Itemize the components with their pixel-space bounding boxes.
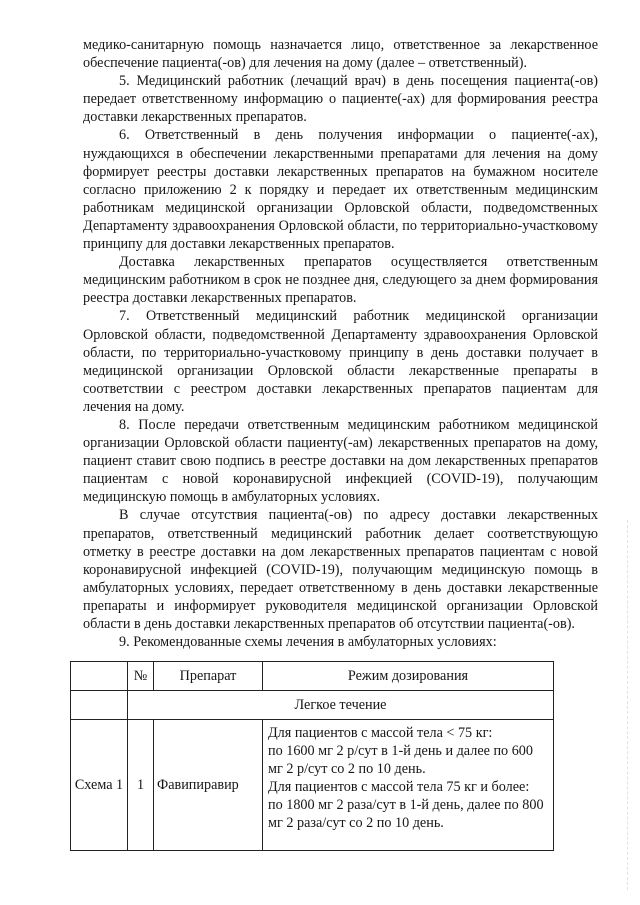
section-title: Легкое течение (128, 691, 554, 720)
section-empty-cell (71, 691, 128, 720)
table-caption: 9. Рекомендованные схемы лечения в амбулаторных условиях: (119, 634, 497, 651)
body-text (83, 36, 598, 651)
paragraph-delivery-deadline: Доставка лекарственных препаратов осуществляется ответственным медицинским работником в срок не позднее дня, следующего за днем формирования реестра доставки лекарственных препаратов. (83, 254, 598, 307)
header-drug: Препарат (154, 662, 263, 691)
scan-margin-line (627, 520, 628, 890)
scheme-cell: Схема 1 (71, 720, 128, 851)
header-number: № (128, 662, 154, 691)
number-cell: 1 (128, 720, 154, 851)
drug-cell: Фавипиравир (154, 720, 263, 851)
header-regimen: Режим дозирования (263, 662, 554, 691)
treatment-schemes-table (70, 661, 554, 851)
table-header-row (71, 662, 554, 691)
regimen-line-4: по 1800 мг 2 раза/сут в 1-й день, далее по 800 мг 2 раза/сут со 2 по 10 день. (268, 797, 544, 832)
header-scheme (71, 662, 128, 691)
regimen-line-2: по 1600 мг 2 р/сут в 1-й день и далее по 600 мг 2 р/сут со 2 по 10 день. (268, 743, 533, 778)
paragraph-item-7: 7. Ответственный медицинский работник медицинской организации Орловской области, подведомственной Департаменту здравоохранения Орловской области, по территориально-участковому принципу в день доставки получает в медицинской организации Орловской области лекарственные препараты в соответствии с реестром доставки лекарственных препаратов пациентам для лечения на дому. (83, 308, 598, 415)
table-row (71, 720, 554, 851)
paragraph-item-5: 5. Медицинский работник (лечащий врач) в день посещения пациента(-ов) передает ответственному информацию о пациенте(-ах) для формирования реестра доставки лекарственных препаратов. (83, 73, 598, 126)
paragraph-patient-absent: В случае отсутствия пациента(-ов) по адресу доставки лекарственных препаратов, ответственный медицинский работник делает соответствующую отметку в реестре доставки на дом лекарственных препаратов пациентам с новой коронавирусной инфекцией (COVID-19), получающим медицинскую помощь в амбулаторных условиях, передает ответственному в день доставки лекарственные препараты и информирует руководителя медицинской организации Орловской области в день доставки лекарственных препаратов об отсутствии пациента(-ов). (83, 507, 598, 632)
regimen-cell (263, 720, 554, 851)
regimen-line-1: Для пациентов с массой тела < 75 кг: (268, 725, 493, 741)
regimen-line-3: Для пациентов с массой тела 75 кг и более: (268, 779, 530, 796)
section-row (71, 691, 554, 720)
paragraph-1: медико-санитарную помощь назначается лицо, ответственное за лекарственное обеспечение пациента(-ов) для лечения на дому (далее – ответственный). (83, 37, 598, 72)
paragraph-item-6: 6. Ответственный в день получения информации о пациенте(-ах), нуждающихся в обеспечении лекарственными препаратами для лечения на дому формирует реестры доставки лекарственных препаратов на бумажном носителе согласно приложению 2 к порядку и передает их ответственным медицинским работникам медицинской организации Орловской области, подведомственных Департаменту здравоохранения Орловской области, по территориально-участковому принципу для доставки лекарственных препаратов. (83, 127, 598, 253)
paragraph-item-8: 8. После передачи ответственным медицинским работником медицинской организации Орловской области пациенту(-ам) лекарственных препаратов на дому, пациент ставит свою подпись в реестре доставки на дом лекарственных препаратов пациентам с новой коронавирусной инфекцией (COVID-19), получающим медицинскую помощь в амбулаторных условиях. (83, 416, 598, 506)
